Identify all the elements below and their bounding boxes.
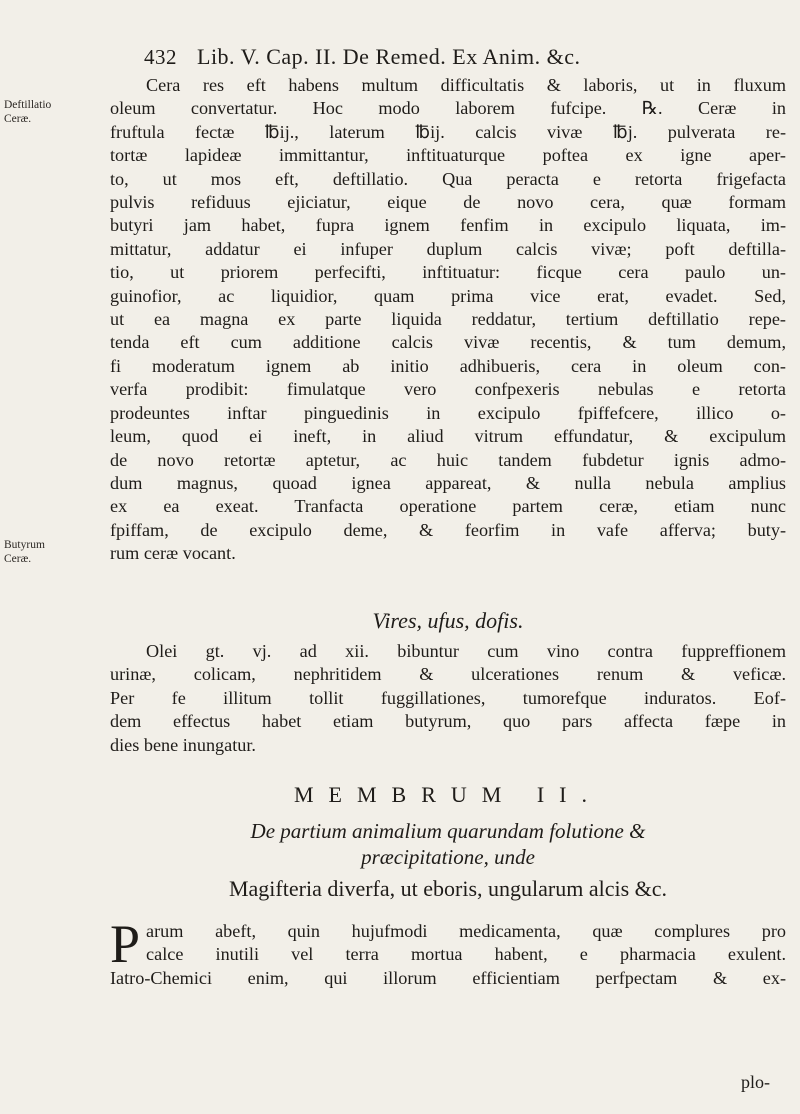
text-line: tortæ lapideæ immittantur, inftituaturque poftea ex igne aper- (110, 145, 786, 166)
membrum-subtitle (110, 818, 786, 870)
running-title: Lib. V. Cap. II. De Remed. Ex Anim. &c. (197, 44, 581, 69)
text-line: to, ut mos eft, deftillatio. Qua peracta e retorta frigefacta (110, 168, 786, 189)
text-line: fpiffam, de excipulo deme, & feorfim in vafe afferva; buty- (110, 519, 786, 540)
paragraph-distillation (110, 74, 786, 566)
text-line: fruftula fectæ ℔ij., laterum ℔ij. calcis vivæ ℔j. pulverata re- (110, 121, 786, 142)
text-line: ex ea exeat. Tranfacta operatione partem ceræ, etiam nunc (110, 496, 786, 517)
text-line: Cera res eft habens multum difficultatis & laboris, ut in fluxum (146, 75, 786, 95)
text-line: prodeuntes inftar pinguedinis in excipulo fpiffefcere, illico o- (110, 402, 786, 423)
text-line: Iatro-Chemici enim, qui illorum efficientiam perfpectam & ex- (110, 967, 786, 988)
page-number: 432 (144, 45, 177, 69)
drop-cap: P (110, 914, 141, 974)
text-line: verfa prodibit: fimulatque vero confpexeris nebulas e retorta (110, 379, 786, 400)
text-line: Olei gt. vj. ad xii. bibuntur cum vino contra fuppreffionem (146, 641, 786, 661)
text-line: tio, ut priorem perfecifti, inftituatur: ficque cera paulo un- (110, 262, 786, 283)
text-line: mittatur, addatur ei infuper duplum calcis vivæ; poft deftilla- (110, 238, 786, 259)
text-line: arum abeft, quin hujufmodi medicamenta, quæ complures pro (146, 921, 786, 941)
section-title-vires: Vires, ufus, dofis. (372, 608, 524, 633)
subtitle-line: De partium animalium quarundam folutione & (250, 819, 646, 843)
text-line: guinofior, ac liquidior, quam prima vice erat, evadet. Sed, (110, 285, 786, 306)
membrum-subtitle-plain: Magifteria diverfa, ut eboris, ungularum alcis &c. (228, 876, 668, 901)
paragraph-vires (110, 640, 786, 757)
text-line: dum magnus, quoad ignea appareat, & nulla nebula amplius (110, 472, 786, 493)
text-line: Per fe illitum tollit fuggillationes, tumorefque induratos. Eof- (110, 687, 786, 708)
membrum-heading: MEMBRUM II. (293, 782, 602, 807)
text-line: pulvis refiduus ejiciatur, eique de novo cera, quæ formam (110, 192, 786, 213)
running-header (144, 44, 764, 70)
text-line: urinæ, colicam, nephritidem & ulcerationes renum & veficæ. (110, 664, 786, 685)
text-line: dies bene inungatur. (110, 734, 256, 755)
text-line: leum, quod ei ineft, in aliud vitrum effundatur, & excipulum (110, 426, 786, 447)
text-line: ut ea magna ex parte liquida reddatur, tertium deftillatio repe- (110, 309, 786, 330)
text-line: calce inutili vel terra mortua habent, e pharmacia exulent. (146, 944, 786, 965)
subtitle-line: præcipitatione, unde (361, 845, 535, 869)
paragraph-membrum (110, 914, 786, 990)
text-line: rum ceræ vocant. (110, 543, 236, 564)
text-line: de novo retortæ aptetur, ac huic tandem fubdetur ignis admo- (110, 449, 786, 470)
margin-note-destillatio: Deftillatio Ceræ. (4, 99, 52, 125)
catchword: plo- (741, 1072, 770, 1092)
text-line: oleum convertatur. Hoc modo laborem fufcipe. ℞. Ceræ in (110, 98, 786, 119)
text-line: dem effectus habet etiam butyrum, quo pars affecta fæpe in (110, 711, 786, 732)
text-line: butyri jam habet, fupra ignem fenfim in excipulo liquata, im- (110, 215, 786, 236)
margin-note-butyrum: Butyrum Ceræ. (4, 539, 45, 565)
text-line: tenda eft cum additione calcis vivæ recentis, & tum demum, (110, 332, 786, 353)
text-line: fi moderatum ignem ab initio adhibueris, cera in oleum con- (110, 355, 786, 376)
